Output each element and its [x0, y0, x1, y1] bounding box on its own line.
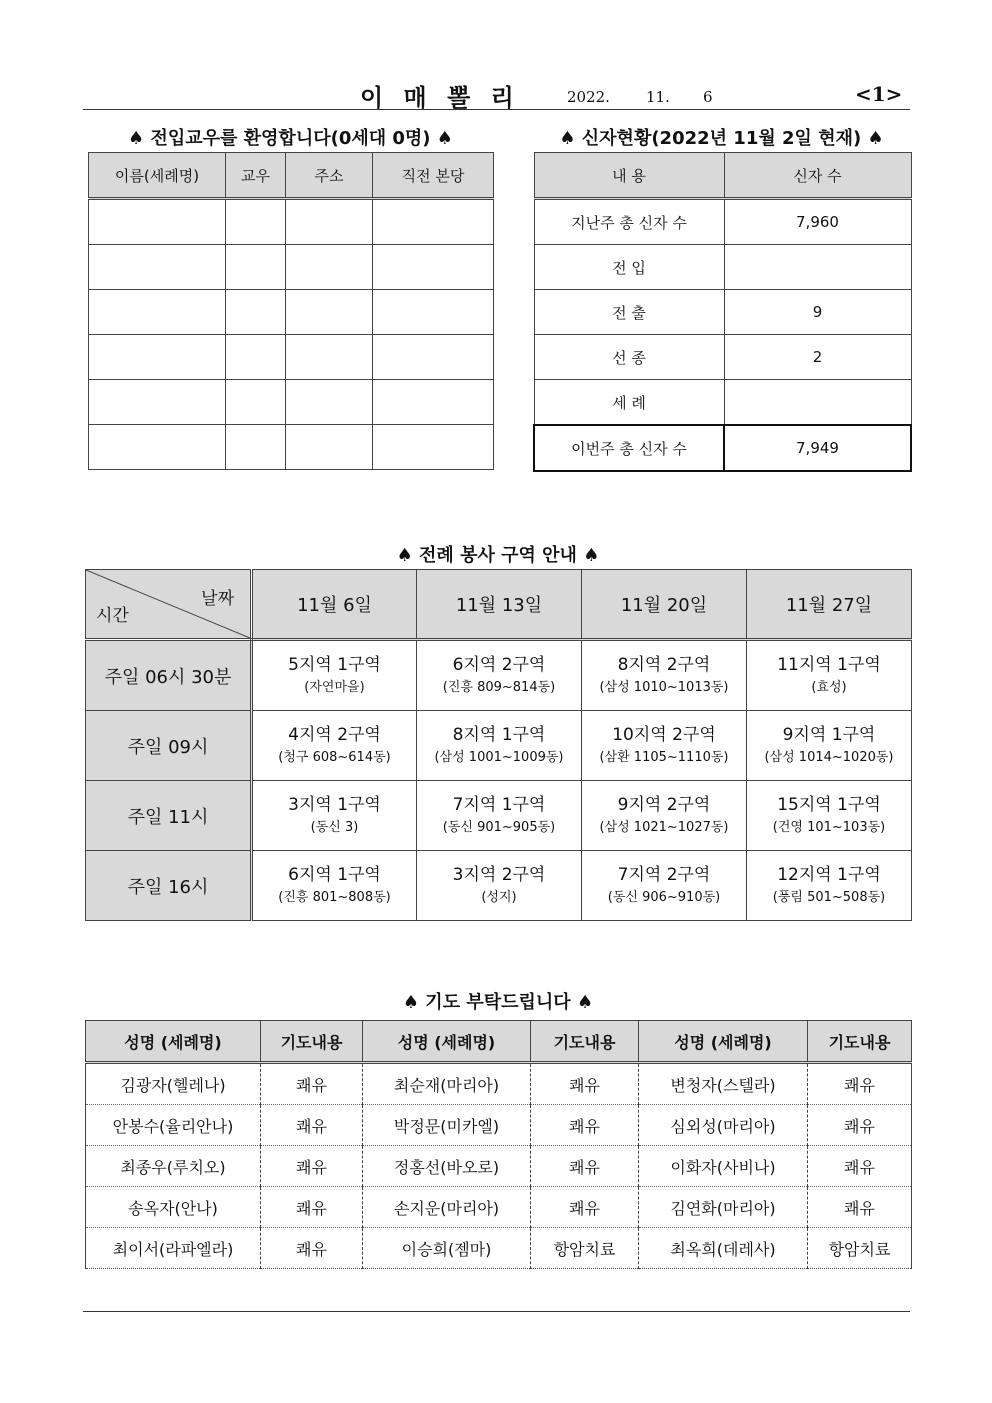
zone-detail: (진흥 809~814동) — [442, 679, 556, 695]
zone-name: 15지역 1구역 — [777, 794, 881, 815]
date-header: 11월 27일 — [747, 570, 912, 640]
col-parish-member: 교우 — [226, 153, 286, 199]
status-label: 이번주 총 신자 수 — [534, 425, 724, 471]
zone-name: 12지역 1구역 — [777, 864, 881, 885]
bulletin-title: 이 매 뽈 리 — [360, 84, 520, 112]
col-name: 성명 (세례명) — [639, 1021, 808, 1063]
col-address: 주소 — [286, 153, 373, 199]
zone-detail: (자연마을) — [304, 679, 365, 695]
table-row — [89, 380, 494, 425]
col-prayer-content: 기도내용 — [531, 1021, 639, 1063]
zone-cell — [747, 711, 912, 781]
col-content: 내 용 — [534, 153, 724, 199]
prayer-intent: 쾌유 — [531, 1187, 639, 1228]
prayer-intent: 쾌유 — [808, 1187, 912, 1228]
table-cell — [89, 335, 226, 380]
status-total-row — [534, 425, 911, 471]
table-row — [89, 199, 494, 245]
table-cell — [226, 425, 286, 470]
table-cell — [226, 335, 286, 380]
prayer-intent: 쾌유 — [531, 1063, 639, 1105]
zone-name: 7지역 1구역 — [452, 794, 546, 815]
table-cell — [286, 245, 373, 290]
status-header-row — [534, 153, 911, 199]
zone-name: 6지역 1구역 — [288, 864, 381, 885]
mass-time: 주일 16시 — [86, 851, 252, 921]
prayer-intent: 쾌유 — [808, 1105, 912, 1146]
zone-detail: (삼성 1010~1013동) — [599, 679, 729, 695]
prayer-intent: 항암치료 — [531, 1228, 639, 1269]
col-prayer-content: 기도내용 — [808, 1021, 912, 1063]
table-cell — [373, 290, 494, 335]
table-cell — [286, 290, 373, 335]
table-cell — [286, 199, 373, 245]
status-label: 전 출 — [534, 290, 724, 335]
date-year: 2022. — [567, 88, 610, 106]
status-value: 7,949 — [724, 425, 911, 471]
zone-detail: (풍림 501~508동) — [772, 889, 886, 905]
zone-detail: (성지) — [481, 889, 517, 905]
table-cell — [226, 199, 286, 245]
person-name: 안봉수(율리안나) — [86, 1105, 261, 1146]
zone-detail: (삼환 1105~1110동) — [599, 749, 729, 765]
person-name: 심외성(마리아) — [639, 1105, 808, 1146]
zone-cell — [582, 711, 747, 781]
table-row — [534, 199, 911, 245]
zone-name: 5지역 1구역 — [288, 654, 381, 675]
liturgy-header-row — [86, 570, 912, 640]
zone-name: 10지역 2구역 — [612, 724, 716, 745]
zone-cell — [417, 851, 582, 921]
mass-time: 주일 06시 30분 — [86, 640, 252, 711]
zone-detail: (건영 101~103동) — [772, 819, 886, 835]
table-cell — [286, 380, 373, 425]
corner-cell — [86, 570, 252, 640]
status-value — [724, 380, 911, 426]
zone-cell — [417, 711, 582, 781]
zone-detail: (삼성 1021~1027동) — [599, 819, 729, 835]
table-cell — [89, 290, 226, 335]
status-label: 전 입 — [534, 245, 724, 290]
person-name: 이화자(사비나) — [639, 1146, 808, 1187]
status-label: 선 종 — [534, 335, 724, 380]
liturgy-table — [85, 569, 912, 921]
mass-time: 주일 11시 — [86, 781, 252, 851]
prayer-table — [85, 1020, 912, 1269]
zone-detail: (삼성 1001~1009동) — [434, 749, 564, 765]
col-name: 성명 (세례명) — [86, 1021, 261, 1063]
zone-name: 4지역 2구역 — [288, 724, 381, 745]
table-row — [86, 781, 912, 851]
table-row — [86, 1187, 912, 1228]
zone-cell — [582, 851, 747, 921]
status-value — [724, 245, 911, 290]
table-cell — [373, 425, 494, 470]
table-row — [534, 245, 911, 290]
zone-name: 8지역 1구역 — [452, 724, 546, 745]
prayer-intent: 쾌유 — [261, 1146, 363, 1187]
table-cell — [286, 425, 373, 470]
person-name: 최종우(루치오) — [86, 1146, 261, 1187]
table-cell — [89, 425, 226, 470]
status-title: ♠ 신자현황(2022년 11월 2일 현재) ♠ — [559, 128, 884, 149]
date-month: 11. — [646, 88, 670, 106]
prayer-intent: 쾌유 — [531, 1146, 639, 1187]
corner-date-label: 날짜 — [201, 589, 234, 609]
newcomers-header-row — [89, 153, 494, 199]
zone-cell — [747, 640, 912, 711]
zone-name: 11지역 1구역 — [777, 654, 881, 675]
prayer-intent: 쾌유 — [808, 1063, 912, 1105]
date-header: 11월 13일 — [417, 570, 582, 640]
zone-name: 9지역 1구역 — [782, 724, 876, 745]
table-row — [86, 1063, 912, 1105]
zone-name: 7지역 2구역 — [617, 864, 711, 885]
date-header: 11월 20일 — [582, 570, 747, 640]
zone-cell — [747, 781, 912, 851]
table-row — [86, 711, 912, 781]
header-rule — [83, 109, 910, 110]
prayer-intent: 쾌유 — [531, 1105, 639, 1146]
person-name: 송옥자(안나) — [86, 1187, 261, 1228]
zone-cell — [747, 851, 912, 921]
table-cell — [226, 380, 286, 425]
table-row — [89, 335, 494, 380]
table-row — [534, 380, 911, 426]
liturgy-title: ♠ 전례 봉사 구역 안내 ♠ — [396, 545, 600, 566]
zone-name: 6지역 2구역 — [452, 654, 546, 675]
status-value: 7,960 — [724, 199, 911, 245]
date-header: 11월 6일 — [252, 570, 417, 640]
mass-time: 주일 09시 — [86, 711, 252, 781]
status-label: 지난주 총 신자 수 — [534, 199, 724, 245]
table-cell — [373, 380, 494, 425]
zone-cell — [252, 711, 417, 781]
prayer-intent: 쾌유 — [261, 1228, 363, 1269]
table-row — [89, 245, 494, 290]
zone-name: 8지역 2구역 — [617, 654, 711, 675]
table-row — [89, 290, 494, 335]
prayer-title: ♠ 기도 부탁드립니다 ♠ — [402, 992, 594, 1013]
table-cell — [373, 199, 494, 245]
col-previous-parish: 직전 본당 — [373, 153, 494, 199]
col-prayer-content: 기도내용 — [261, 1021, 363, 1063]
prayer-intent: 쾌유 — [261, 1187, 363, 1228]
person-name: 손지운(마리아) — [363, 1187, 531, 1228]
zone-cell — [252, 851, 417, 921]
table-row — [86, 1228, 912, 1269]
table-row — [86, 1146, 912, 1187]
zone-detail: (진흥 801~808동) — [278, 889, 391, 905]
prayer-intent: 쾌유 — [808, 1146, 912, 1187]
newcomers-title: ♠ 전입교우를 환영합니다(0세대 0명) ♠ — [128, 128, 453, 149]
zone-name: 3지역 1구역 — [288, 794, 381, 815]
newcomers-table — [88, 152, 494, 470]
person-name: 변청자(스텔라) — [639, 1063, 808, 1105]
table-cell — [286, 335, 373, 380]
table-cell — [373, 335, 494, 380]
table-row — [534, 335, 911, 380]
status-value: 9 — [724, 290, 911, 335]
table-cell — [226, 245, 286, 290]
status-value: 2 — [724, 335, 911, 380]
zone-detail: (동신 3) — [310, 819, 359, 835]
prayer-header-row — [86, 1021, 912, 1063]
table-cell — [89, 380, 226, 425]
footer-rule — [83, 1311, 910, 1312]
table-row — [86, 851, 912, 921]
col-name: 성명 (세례명) — [363, 1021, 531, 1063]
prayer-intent: 쾌유 — [261, 1063, 363, 1105]
status-table — [533, 152, 912, 472]
zone-detail: (삼성 1014~1020동) — [764, 749, 894, 765]
person-name: 최이서(라파엘라) — [86, 1228, 261, 1269]
corner-time-label: 시간 — [96, 606, 129, 626]
person-name: 정홍선(바오로) — [363, 1146, 531, 1187]
person-name: 김연화(마리아) — [639, 1187, 808, 1228]
zone-cell — [252, 640, 417, 711]
page-number: <1> — [855, 82, 903, 106]
prayer-intent: 쾌유 — [261, 1105, 363, 1146]
person-name: 최순재(마리아) — [363, 1063, 531, 1105]
table-row — [534, 290, 911, 335]
status-label: 세 례 — [534, 380, 724, 426]
table-row — [89, 425, 494, 470]
zone-name: 3지역 2구역 — [452, 864, 546, 885]
zone-detail: (청구 608~614동) — [278, 749, 391, 765]
table-cell — [226, 290, 286, 335]
zone-detail: (동신 906~910동) — [607, 889, 721, 905]
zone-detail: (효성) — [811, 679, 847, 695]
table-row — [86, 1105, 912, 1146]
person-name: 이승희(젬마) — [363, 1228, 531, 1269]
person-name: 최옥희(데레사) — [639, 1228, 808, 1269]
table-row — [86, 640, 912, 711]
prayer-intent: 항암치료 — [808, 1228, 912, 1269]
zone-cell — [417, 640, 582, 711]
person-name: 김광자(헬레나) — [86, 1063, 261, 1105]
col-member-count: 신자 수 — [724, 153, 911, 199]
table-cell — [89, 199, 226, 245]
zone-cell — [582, 640, 747, 711]
table-cell — [89, 245, 226, 290]
zone-cell — [582, 781, 747, 851]
date-day: 6 — [703, 88, 713, 106]
zone-name: 9지역 2구역 — [617, 794, 711, 815]
zone-detail: (동신 901~905동) — [442, 819, 556, 835]
table-cell — [373, 245, 494, 290]
zone-cell — [417, 781, 582, 851]
person-name: 박정문(미카엘) — [363, 1105, 531, 1146]
col-name: 이름(세례명) — [89, 153, 226, 199]
zone-cell — [252, 781, 417, 851]
